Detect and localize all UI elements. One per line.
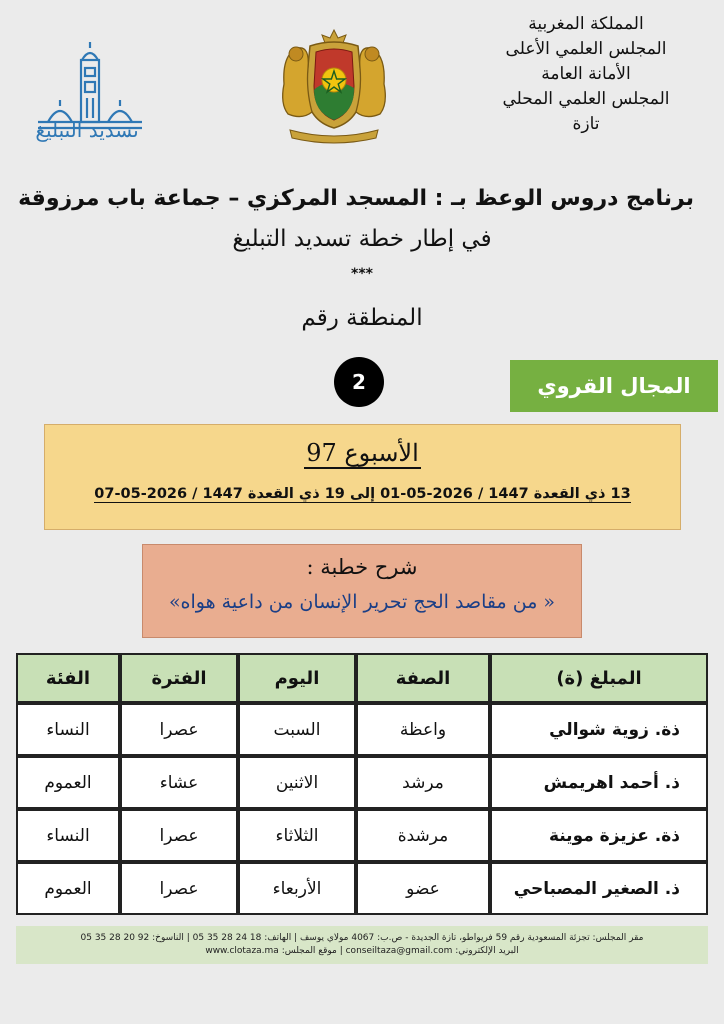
footer-address-line: مقر المجلس: تجزئة المسعودية رقم 59 فريواطو، تازة الجديدة - ص.ب: 4067 مولاي يوسف | الهاتف: 18 24 28 35 05 | الناسوخ: 92 20 28 35 05 bbox=[80, 933, 644, 943]
cell-preacher: ذة. زوية شوالي bbox=[490, 703, 708, 756]
cell-period: عصرا bbox=[120, 703, 238, 756]
cell-period: عصرا bbox=[120, 809, 238, 862]
cell-preacher: ذ. أحمد اهريمش bbox=[490, 756, 708, 809]
table-row bbox=[16, 809, 708, 862]
cell-role: واعظة bbox=[356, 703, 490, 756]
cell-role: مرشدة bbox=[356, 809, 490, 862]
sermon-box bbox=[142, 544, 582, 638]
schedule-table bbox=[16, 653, 708, 915]
col-header-preacher: المبلغ (ة) bbox=[490, 653, 708, 703]
table-row bbox=[16, 703, 708, 756]
footer-email-line: البريد الإلكتروني: conseiltaza@gmail.com | موقع المجلس: www.clotaza.ma bbox=[205, 946, 519, 956]
sermon-title: « من مقاصد الحج تحرير الإنسان من داعية هواه» bbox=[168, 591, 556, 613]
col-header-day: اليوم bbox=[238, 653, 356, 703]
footer-contact bbox=[16, 926, 708, 964]
org-line-secretariat: الأمانة العامة bbox=[541, 64, 631, 84]
col-header-period: الفترة bbox=[120, 653, 238, 703]
org-line-local-council: المجلس العلمي المحلي bbox=[502, 89, 670, 109]
week-box bbox=[44, 424, 681, 530]
week-dates: 13 ذي القعدة 1447 / 2026-05-01 إلى 19 ذي القعدة 1447 / 2026-05-07 bbox=[94, 486, 631, 502]
cell-period: عصرا bbox=[120, 862, 238, 915]
cell-day: الثلاثاء bbox=[238, 809, 356, 862]
org-line-high-council: المجلس العلمي الأعلى bbox=[505, 39, 667, 59]
col-header-role: الصفة bbox=[356, 653, 490, 703]
cell-audience: النساء bbox=[16, 809, 120, 862]
col-header-audience: الفئة bbox=[16, 653, 120, 703]
cell-audience: العموم bbox=[16, 756, 120, 809]
cell-day: الاثنين bbox=[238, 756, 356, 809]
org-line-kingdom: المملكة المغربية bbox=[528, 14, 644, 34]
organization-header bbox=[486, 12, 686, 137]
cell-role: عضو bbox=[356, 862, 490, 915]
zone-number-badge: 2 bbox=[334, 357, 384, 407]
program-subtitle: في إطار خطة تسديد التبليغ bbox=[232, 226, 492, 252]
cell-period: عشاء bbox=[120, 756, 238, 809]
cell-day: السبت bbox=[238, 703, 356, 756]
sermon-label: شرح خطبة : bbox=[306, 555, 418, 579]
cell-preacher: ذة. عزيزة موينة bbox=[490, 809, 708, 862]
cell-day: الأربعاء bbox=[238, 862, 356, 915]
table-header-row bbox=[16, 653, 708, 703]
program-title: برنامج دروس الوعظ بـ : المسجد المركزي – جماعة باب مرزوقة bbox=[18, 186, 694, 211]
table-row bbox=[16, 862, 708, 915]
org-line-city: تازة bbox=[572, 114, 600, 134]
coat-of-arms-emblem bbox=[276, 24, 392, 146]
cell-audience: النساء bbox=[16, 703, 120, 756]
cell-preacher: ذ. الصغير المصباحي bbox=[490, 862, 708, 915]
zone-label: المنطقة رقم bbox=[301, 305, 423, 331]
cell-audience: العموم bbox=[16, 862, 120, 915]
domain-badge: المجال القروي bbox=[510, 360, 718, 412]
week-title: الأسبوع 97 bbox=[306, 439, 419, 467]
cell-role: مرشد bbox=[356, 756, 490, 809]
table-row bbox=[16, 756, 708, 809]
logo-caption: تسديد التبليغ bbox=[35, 118, 139, 142]
separator: *** bbox=[351, 266, 373, 282]
